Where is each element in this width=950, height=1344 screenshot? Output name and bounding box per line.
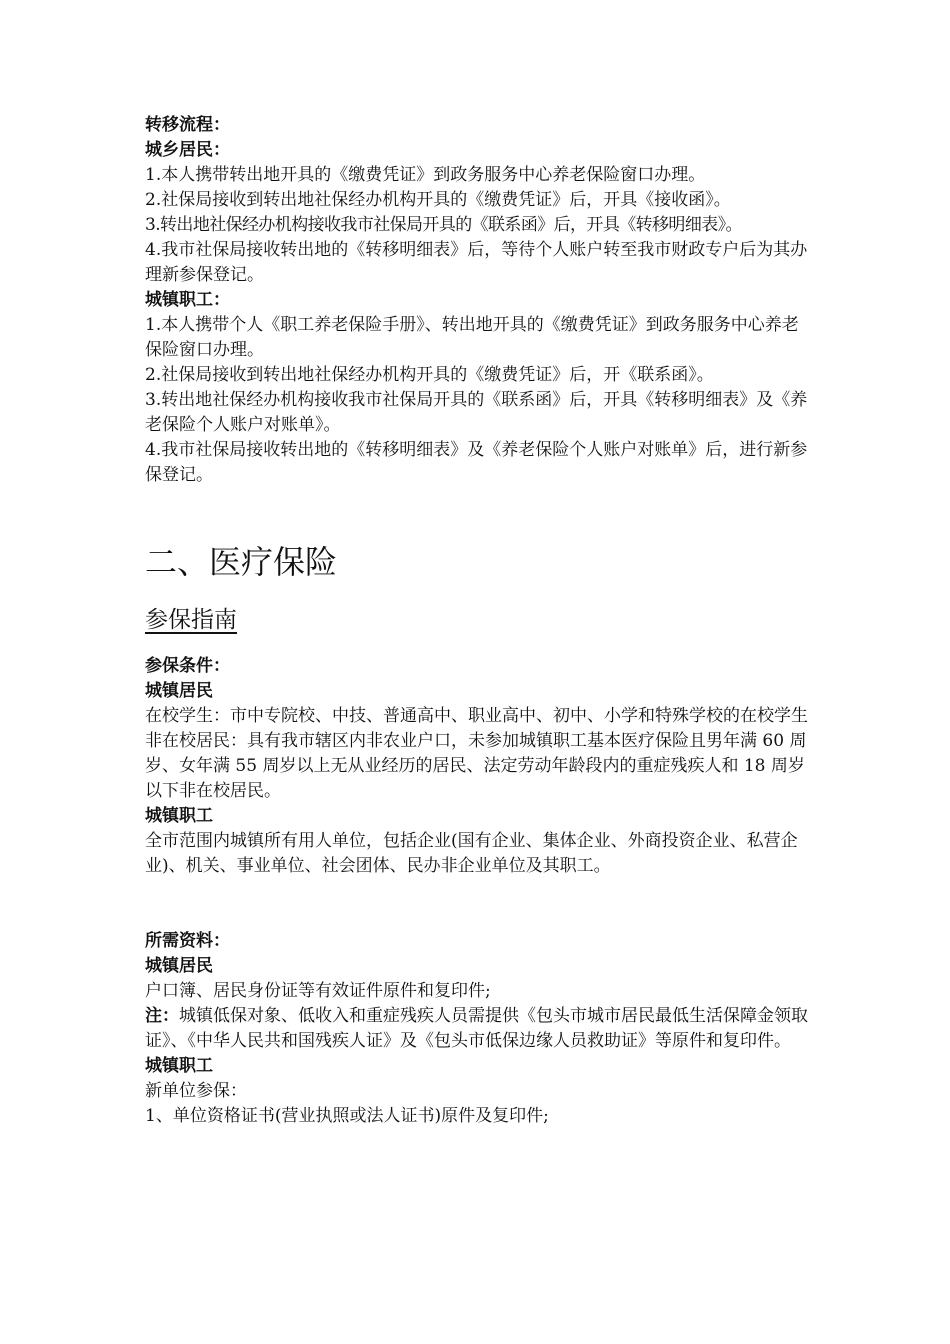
materials-employees-label: 城镇职工 bbox=[145, 1056, 213, 1076]
note-text: 城镇低保对象、低收入和重症残疾人员需提供《包头市城市居民最低生活保障金领取证》、《中华人民共和国残疾人证》及《包头市低保边缘人员救助证》等原件和复印件。 bbox=[145, 1006, 808, 1051]
employee-step-2: 2.社保局接收到转出地社保经办机构开具的《缴费凭证》后，开《联系函》。 bbox=[145, 365, 714, 385]
materials-title: 所需资料： bbox=[145, 931, 230, 951]
rural-step-3: 3.转出地社保经办机构接收我市社保局开具的《联系函》后，开具《转移明细表》。 bbox=[145, 215, 742, 235]
employee-step-4: 4.我市社保局接收转出地的《转移明细表》及《养老保险个人账户对账单》后，进行新参保登记。 bbox=[145, 440, 808, 485]
students-text: 在校学生：市中专院校、中技、普通高中、职业高中、初中、小学和特殊学校的在校学生 bbox=[145, 706, 808, 726]
materials-residents-label: 城镇居民 bbox=[145, 956, 213, 976]
new-unit-label: 新单位参保： bbox=[145, 1081, 247, 1101]
note-paragraph bbox=[145, 1004, 810, 1054]
employee-step-1: 1.本人携带个人《职工养老保险手册》、转出地开具的《缴费凭证》到政务服务中心养老保险窗口办理。 bbox=[145, 315, 799, 360]
section-heading-medical: 二、医疗保险 bbox=[145, 543, 338, 581]
rural-step-4: 4.我市社保局接收转出地的《转移明细表》后，等待个人账户转至我市财政专户后为其办理新参保登记。 bbox=[145, 240, 808, 285]
new-unit-item-1: 1、单位资格证书(营业执照或法人证书)原件及复印件; bbox=[145, 1106, 549, 1126]
rural-step-2: 2.社保局接收到转出地社保经办机构开具的《缴费凭证》后，开具《接收函》。 bbox=[145, 190, 731, 210]
document-page bbox=[145, 113, 810, 1129]
section-subheading-guide: 参保指南 bbox=[145, 607, 237, 633]
employee-step-3: 3.转出地社保经办机构接收我市社保局开具的《联系函》后，开具《转移明细表》及《养老保险个人账户对账单》。 bbox=[145, 390, 808, 435]
conditions-title: 参保条件： bbox=[145, 656, 230, 676]
urban-residents-label: 城镇居民 bbox=[145, 681, 213, 701]
rural-residents-label: 城乡居民： bbox=[145, 140, 230, 160]
urban-employees-label: 城镇职工 bbox=[145, 806, 213, 826]
materials-residents-text: 户口簿、居民身份证等有效证件原件和复印件; bbox=[145, 981, 491, 1001]
urban-employees-transfer-label: 城镇职工： bbox=[145, 290, 230, 310]
transfer-title: 转移流程： bbox=[145, 115, 230, 135]
employees-text: 全市范围内城镇所有用人单位，包括企业(国有企业、集体企业、外商投资企业、私营企业)、机关、事业单位、社会团体、民办非企业单位及其职工。 bbox=[145, 831, 798, 876]
note-label: 注： bbox=[145, 1006, 179, 1026]
non-students-text: 非在校居民：具有我市辖区内非农业户口，未参加城镇职工基本医疗保险且男年满 60 周岁、女年满 55 周岁以上无从业经历的居民、法定劳动年龄段内的重症残疾人和 18 周岁以下非在校居民。 bbox=[145, 731, 807, 801]
rural-step-1: 1.本人携带转出地开具的《缴费凭证》到政务服务中心养老保险窗口办理。 bbox=[145, 165, 706, 185]
